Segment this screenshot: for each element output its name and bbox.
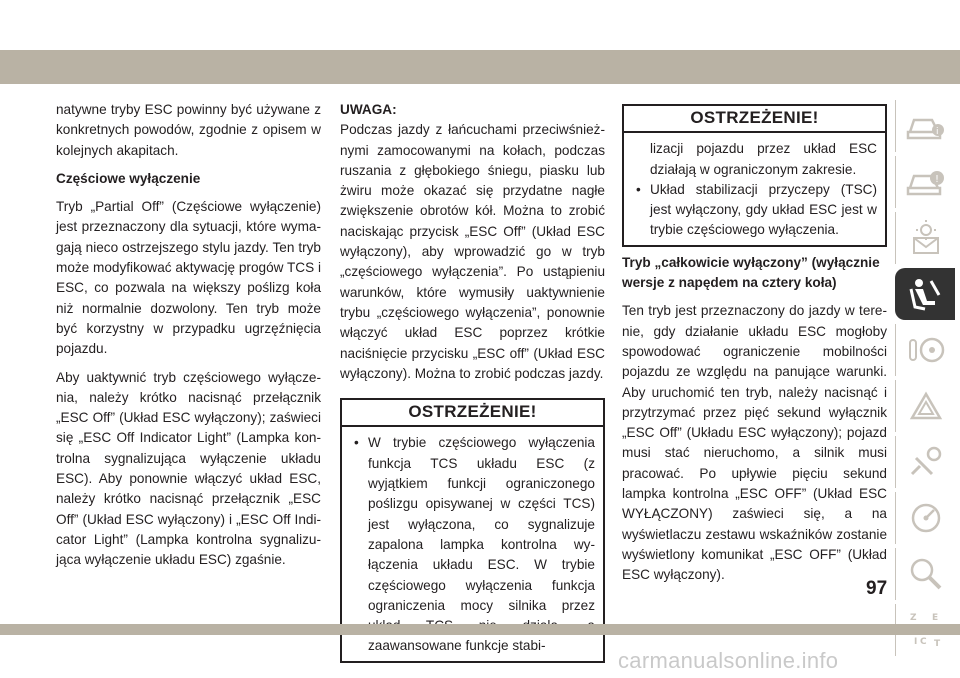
tab-warning[interactable] bbox=[895, 380, 955, 432]
svg-text:C: C bbox=[919, 637, 927, 647]
svg-text:I: I bbox=[913, 637, 917, 647]
warning-title: OSTRZEŻENIE! bbox=[342, 400, 603, 427]
note-paragraph: Podczas jazdy z łańcuchami przeciwśnieżnymi zamocowanymi na kołach, podczas ruszania z głębokiego śniegu, piasku lub żwiru może okazać się przydatne nagłe zwiększenie obrotów kół. Można to zrobić naciskając przycisk „ESC Off” (Układ ESC wyłączony), aby wprowadzić go w tryb „częściowego wyłączenia”. Po ustąpieniu warunków, które wymusiły uaktywnienie trybu „częściowego wyłączenia”, ponownie włączyć układ ESC poprzez krótkie naciśnięcie przycisku „ESC off” (Układ ESC wyłączony). Można to zrobić podczas jazdy. bbox=[340, 122, 605, 381]
tab-service[interactable] bbox=[895, 436, 955, 488]
column-1 bbox=[56, 100, 321, 579]
tab-key-steering[interactable] bbox=[895, 324, 955, 376]
tab-gauge[interactable] bbox=[895, 492, 955, 544]
warning-title: OSTRZEŻENIE! bbox=[624, 106, 885, 133]
paragraph: Aby uaktywnić tryb częściowego wyłączenia, należy krótko nacisnąć przełącznik „ESC Off” (Układ ESC wyłączony); zaświeci się „ESC Off Indicator Light” (Lampka kontrolna sygnalizująca wyłączenie układu ESC). Aby ponownie włączyć układ ESC, należy krótko nacisnąć przełącznik „ESC Off” (Układ ESC wyłączony) i „ESC Off Indicator Light” (Lampka kontrolna sygnalizująca wyłączenie układu ESC) zgaśnie. bbox=[56, 369, 321, 568]
warning-triangle-icon bbox=[906, 388, 946, 424]
note-label: UWAGA: bbox=[340, 102, 397, 117]
column-3 bbox=[622, 104, 887, 594]
paragraph: Ten tryb jest przeznaczony do jazdy w terenie, gdy działanie układu ESC mogłoby spowodować ograniczenie mobilności pojazdu ze względu na panujące warunki. Aby uruchomić ten tryb, należy nacisnąć i przytrzymać przez pięć sekund wyłącznik „ESC Off” (Układu ESC wyłączony); pojazd musi stać nieruchomo, a silnik musi pracować. Po upływie pięciu sekund lampka kontrolna „ESC OFF” (Układ ESC WYŁĄCZONY) zaświeci się, a na wyświetlaczu zestawu wskaźników zostanie wyświetlony komunikat „ESC OFF” (Układ ESC wyłączony). bbox=[622, 303, 887, 583]
warning-bullet: • W trybie częściowego wyłączenia funkcja TCS układu ESC (z wyjątkiem funkcji ograniczonego poślizgu opisywanej w części TCS) jest wyłączona, co sygnalizuje zapalona lampka kontrolna wyłączenia układu ESC. W trybie częściowego wyłączenia funkcja ograniczenia mocy silnika przez zaawansowane funkcje stabi- bbox=[350, 433, 595, 656]
car-alert-icon bbox=[906, 164, 946, 200]
airbag-seat-icon bbox=[905, 275, 945, 313]
footer-band bbox=[0, 624, 960, 635]
section-heading: Częściowe wyłączenie bbox=[56, 170, 201, 186]
search-icon bbox=[906, 556, 946, 592]
service-tools-icon bbox=[906, 444, 946, 480]
svg-text:i: i bbox=[935, 127, 939, 137]
watermark: carmanualsonline.info bbox=[618, 648, 839, 673]
warning-bullet: • Układ stabilizacji przyczepy (TSC) jest wyłączony, gdy układ ESC jest w trybie częściowego wyłączenia. bbox=[632, 180, 877, 241]
paragraph: natywne tryby ESC powinny być używane z konkretnych powodów, zgodnie z opisem w kolejnych akapitach. bbox=[56, 102, 321, 158]
svg-text:!: ! bbox=[934, 174, 939, 185]
gauge-icon bbox=[906, 500, 946, 536]
car-info-icon bbox=[906, 108, 946, 144]
warning-continuation: lizacji pojazdu przez układ ESC działają w ograniczonym zakresie. bbox=[650, 141, 877, 177]
tab-search[interactable] bbox=[895, 548, 955, 600]
tab-mail[interactable] bbox=[895, 212, 955, 264]
mail-icon bbox=[906, 220, 946, 256]
key-steering-icon bbox=[906, 332, 946, 368]
column-2 bbox=[340, 100, 605, 663]
tab-airbag-seat[interactable] bbox=[895, 268, 955, 320]
warning-body bbox=[624, 133, 885, 244]
tab-car-info[interactable] bbox=[895, 100, 955, 152]
svg-text:Z: Z bbox=[909, 613, 917, 623]
svg-text:T: T bbox=[933, 639, 940, 649]
section-heading: Tryb „całkowicie wyłączony” (wyłącznie wersje z napędem na cztery koła) bbox=[622, 254, 880, 291]
warning-box-continued bbox=[622, 104, 887, 247]
page-number: 97 bbox=[866, 578, 888, 599]
header-band bbox=[0, 50, 960, 84]
svg-text:E: E bbox=[931, 613, 938, 623]
chapter-sidebar bbox=[895, 100, 955, 660]
tab-car-alert[interactable] bbox=[895, 156, 955, 208]
paragraph: Tryb „Partial Off” (Częściowe wyłączenie) jest przeznaczony dla sytuacji, które wymagają nieco ostrzejszego stylu jazdy. Ten tryb może modyfikować aktywację progów TCS i ESC, co pozwala na większy poślizg koła niż normalnie dozwolony. Ten tryb może być korzystny w przypadku ugrzęźnięcia pojazdu. bbox=[56, 199, 321, 357]
